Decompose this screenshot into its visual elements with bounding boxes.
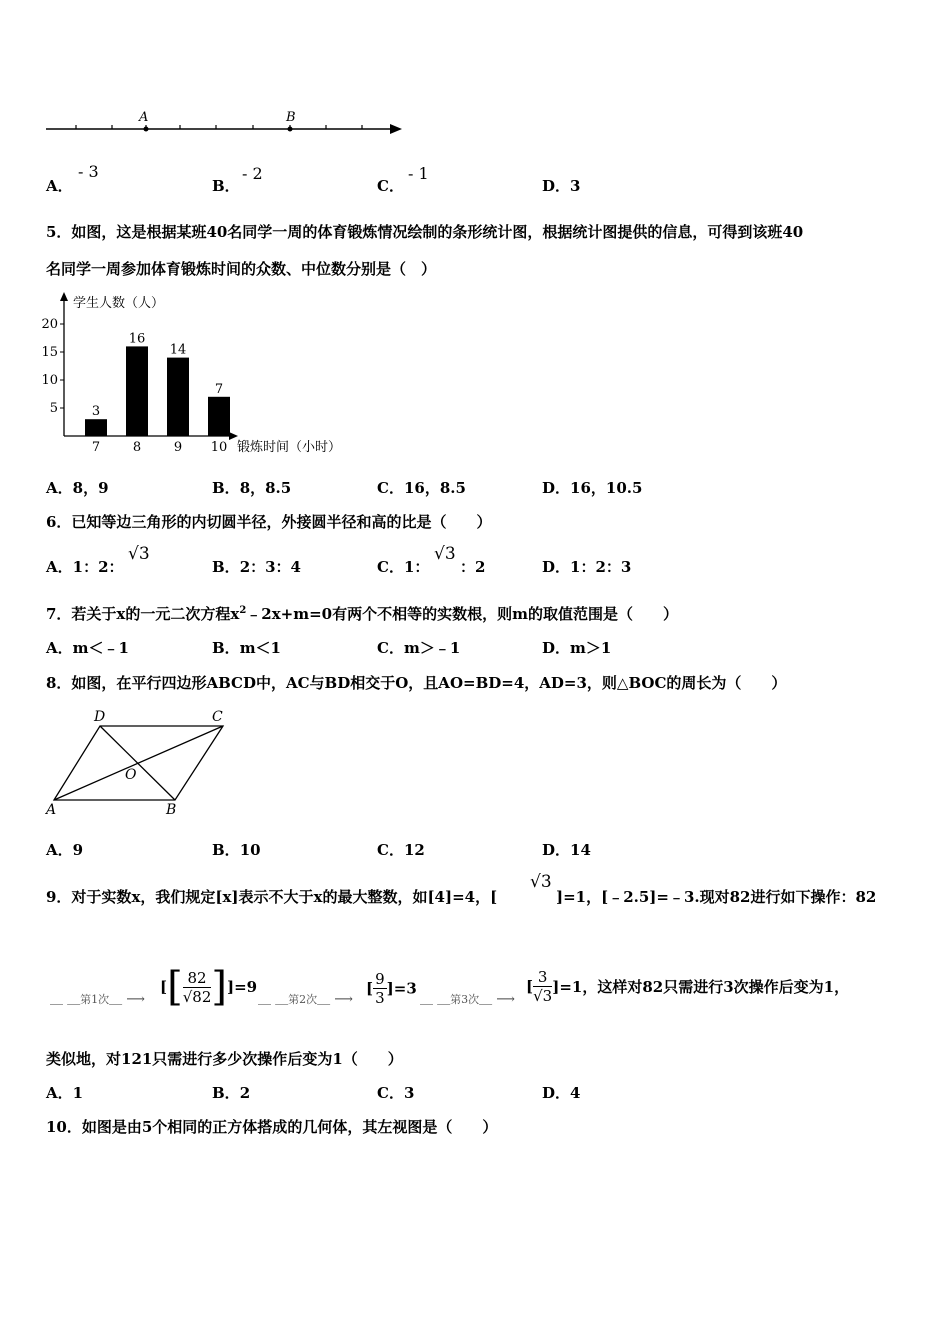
center-o-label: O <box>125 767 137 783</box>
q5-option-c[interactable]: C．16，8.5 <box>377 479 466 497</box>
q5-text-line1: 5．如图，这是根据某班40名同学一周的体育锻炼情况绘制的条形统计图，根据统计图提供的信息，可得到该班40 <box>46 223 804 241</box>
frac2-block: [ $\frac{9}{3}$ ]=3 <box>366 970 417 1007</box>
vertex-d-label: D <box>94 709 106 725</box>
q4-option-a[interactable]: A． <box>46 177 73 195</box>
q9-sqrt3: √3 <box>530 872 552 892</box>
chart-xlabel: 锻炼时间（小时） <box>237 440 342 455</box>
chart-ylabel: 学生人数（人） <box>73 296 165 311</box>
step3-arrow: ＿ ＿第3次＿ ⟶ <box>420 992 515 1007</box>
bar-value-label: 7 <box>214 381 224 397</box>
q4-option-c[interactable]: C． <box>377 177 404 195</box>
q7-option-b[interactable]: B．m＜1 <box>212 639 281 657</box>
bar-chart <box>40 290 370 460</box>
q8-option-b[interactable]: B．10 <box>212 841 261 859</box>
q5-option-a[interactable]: A．8，9 <box>46 479 109 497</box>
q6-option-c-sqrt: √3 <box>434 544 456 564</box>
bar-7 <box>85 419 107 436</box>
q9-option-b[interactable]: B．2 <box>212 1084 251 1102</box>
vertex-b-label: B <box>166 802 177 818</box>
q7-option-d[interactable]: D．m＞1 <box>542 639 612 657</box>
bar-9 <box>167 358 189 436</box>
q8-option-a[interactable]: A．9 <box>46 841 84 859</box>
q6-option-c-tail: ：2 <box>460 558 486 576</box>
q9-option-d[interactable]: D．4 <box>542 1084 581 1102</box>
bar-value-label: 14 <box>169 342 187 358</box>
y-tick-label: 15 <box>41 345 58 360</box>
frac3-block: [ $\frac{3}{√3}$ ]=1，这样对82只需进行3次操作后变为1， <box>526 968 850 1005</box>
number-line <box>40 100 410 145</box>
q7-text: 7．若关于x的一元二次方程$x^2﹣2x+m=0$有两个不相等的实数根，则m的取值范围是（ ） <box>46 605 678 623</box>
q9-text-line3: 类似地，对121只需进行多少次操作后变为1（ ） <box>46 1050 403 1068</box>
q9-option-c[interactable]: C．3 <box>377 1084 415 1102</box>
q6-text: 6．已知等边三角形的内切圆半径，外接圆半径和高的比是（ ） <box>46 513 492 531</box>
q7-option-a[interactable]: A．m＜﹣1 <box>46 639 129 657</box>
q4-option-b[interactable]: B． <box>212 177 240 195</box>
q5-option-d[interactable]: D．16，10.5 <box>542 479 643 497</box>
bar-8 <box>126 346 148 436</box>
x-tick-label: 9 <box>173 440 183 455</box>
point-a-label: A <box>139 110 149 125</box>
q6-option-d[interactable]: D．1：2：3 <box>542 558 632 576</box>
q10-text: 10．如图是由5个相同的正方体搭成的几何体，其左视图是（ ） <box>46 1118 498 1136</box>
step2-arrow: ＿ ＿第2次＿ ⟶ <box>258 992 353 1007</box>
q5-option-b[interactable]: B．8，8.5 <box>212 479 292 497</box>
q6-option-c[interactable]: C．1： <box>377 558 430 576</box>
point-b-label: B <box>286 110 296 125</box>
q4-option-b-value: - 2 <box>242 164 263 183</box>
q6-option-a-sqrt: √3 <box>128 544 150 564</box>
q6-option-a[interactable]: A．1：2： <box>46 558 124 576</box>
bar-value-label: 16 <box>128 331 146 347</box>
q9-text-part1: 9．对于实数x，我们规定[x]表示不大于x的最大整数，如[4]=4，[ <box>46 888 498 906</box>
parallelogram-figure <box>40 704 235 819</box>
vertex-a-label: A <box>46 802 57 818</box>
y-tick-label: 20 <box>41 317 58 332</box>
q5-text-line2: 名同学一周参加体育锻炼时间的众数、中位数分别是（ ） <box>46 260 437 278</box>
x-tick-label: 7 <box>91 440 101 455</box>
y-tick-label: 10 <box>41 373 58 388</box>
point-b-dot <box>288 127 293 132</box>
q4-option-a-value: - 3 <box>78 162 99 181</box>
q8-option-d[interactable]: D．14 <box>542 841 591 859</box>
q8-option-c[interactable]: C．12 <box>377 841 425 859</box>
bar-value-label: 3 <box>91 404 101 420</box>
q7-option-c[interactable]: C．m＞﹣1 <box>377 639 461 657</box>
q4-option-c-value: - 1 <box>408 164 429 183</box>
frac1-block: [[ $\frac{82}{√82}$ ]]=9 <box>160 964 258 1010</box>
x-tick-label: 10 <box>210 440 228 455</box>
y-tick-label: 5 <box>49 401 58 416</box>
q9-text-part2: ]=1，[﹣2.5]=﹣3.现对82进行如下操作：82 <box>556 888 877 906</box>
q4-option-d[interactable]: D．3 <box>542 177 581 195</box>
q9-option-a[interactable]: A．1 <box>46 1084 84 1102</box>
point-a-dot <box>144 127 149 132</box>
step1-arrow: ＿ ＿第1次＿ ⟶ <box>50 992 145 1007</box>
bar-10 <box>208 397 230 436</box>
vertex-c-label: C <box>212 709 223 725</box>
q8-text: 8．如图，在平行四边形ABCD中，AC与BD相交于O，且AO=BD=4，AD=3，则△BOC的周长为（ ） <box>46 674 787 692</box>
q6-option-b[interactable]: B．2：3：4 <box>212 558 301 576</box>
x-tick-label: 8 <box>132 440 142 455</box>
